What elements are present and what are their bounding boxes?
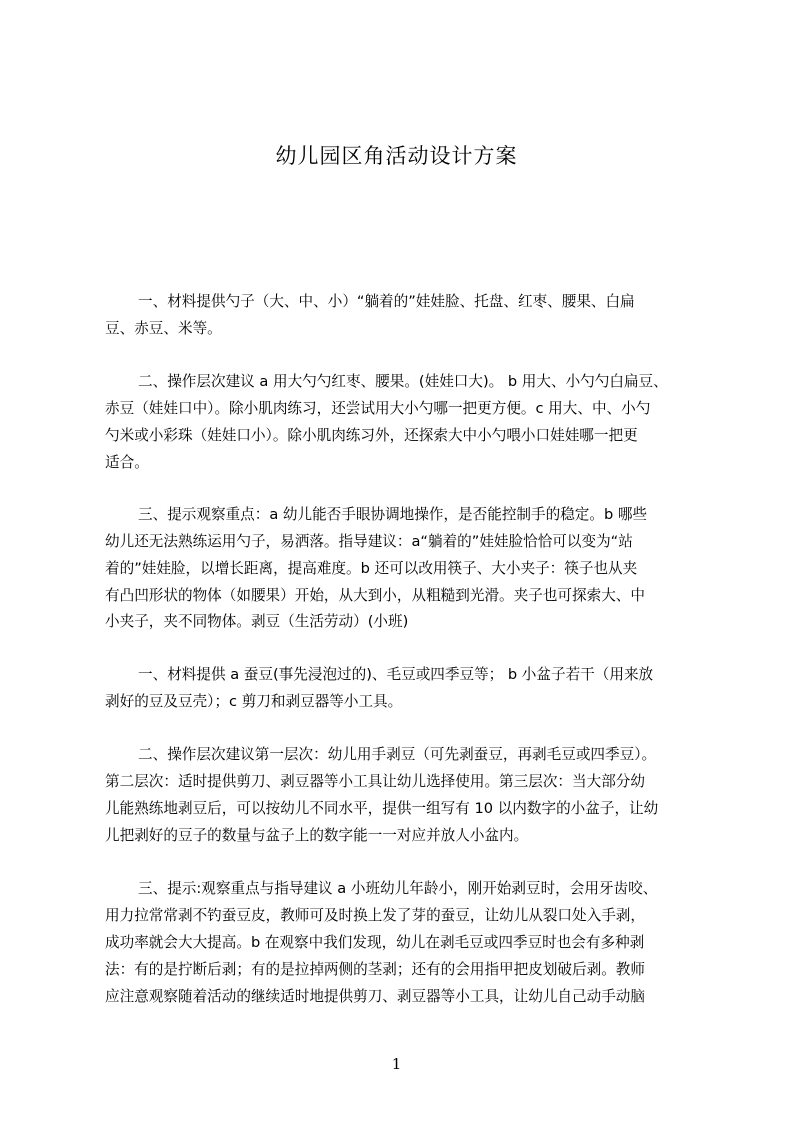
text-line bbox=[0, 369, 793, 395]
line-text: 勺米或小彩珠（娃娃口小）。除小肌肉练习外，还探索大中小勺喂小口娃娃哪一把更 bbox=[105, 427, 638, 444]
line-text: 应注意观察随着活动的继续适时地提供剪刀、剥豆器等小工具，让幼儿自己动手动脑 bbox=[105, 988, 645, 1005]
line-text: 成功率就会大大提高。b 在观察中我们发现，幼儿在剥毛豆或四季豆时也会有多种剥 bbox=[105, 934, 645, 951]
line-text: 儿把剥好的豆子的数量与盆子上的数字能一一对应并放人小盆内。 bbox=[105, 827, 529, 844]
line-text: 三、提示:观察重点与指导建议 a 小班幼儿年龄小，刚开始剥豆时，会用牙齿咬、 bbox=[138, 880, 658, 897]
page-number: 1 bbox=[391, 1055, 402, 1073]
text-line bbox=[0, 502, 793, 528]
line-text: 一、材料提供 a 蚕豆(事先浸泡过的)、毛豆或四季豆等； b 小盆子若干（用来放 bbox=[138, 666, 654, 683]
line-text: 有凸凹形状的物体（如腰果）开始，从大到小，从粗糙到光滑。夹子也可探索大、中 bbox=[105, 587, 645, 604]
text-line bbox=[0, 423, 793, 449]
line-text: 二、操作层次建议第一层次：幼儿用手剥豆（可先剥蚕豆，再剥毛豆或四季豆）。 bbox=[138, 746, 657, 763]
text-line bbox=[0, 742, 793, 768]
line-text: 三、提示观察重点：a 幼儿能否手眼协调地操作，是否能控制手的稳定。b 哪些 bbox=[138, 506, 648, 523]
line-text: 一、材料提供勺子（大、中、小）“躺着的”娃娃脸、托盘、红枣、腰果、白扁 bbox=[138, 293, 635, 310]
line-text: 适合。 bbox=[105, 454, 149, 471]
line-text: 第二层次：适时提供剪刀、剥豆器等小工具让幼儿选择使用。第三层次：当大部分幼 bbox=[105, 773, 645, 790]
text-line bbox=[0, 583, 793, 609]
text-line bbox=[0, 769, 793, 795]
text-line bbox=[0, 903, 793, 929]
text-line bbox=[0, 609, 793, 635]
line-text: 二、操作层次建议 a 用大勺勺红枣、腰果。(娃娃口大)。 b 用大、小勺勺白扁豆、 bbox=[138, 373, 668, 390]
text-line bbox=[0, 876, 793, 902]
line-text: 着的”娃娃脸，以增长距离，提高难度。b 还可以改用筷子、大小夹子：筷子也从夹 bbox=[105, 560, 638, 577]
text-line bbox=[0, 930, 793, 956]
line-text: 剥好的豆及豆壳）；c 剪刀和剥豆器等小工具。 bbox=[105, 693, 403, 710]
line-text: 小夹子，夹不同物体。剥豆（生活劳动）(小班) bbox=[105, 613, 409, 630]
text-line bbox=[0, 796, 793, 822]
text-line bbox=[0, 689, 793, 715]
line-text: 赤豆（娃娃口中）。除小肌肉练习，还尝试用大小勺哪一把更方便。c 用大、中、小勺 bbox=[105, 400, 651, 417]
text-line bbox=[0, 957, 793, 983]
line-text: 儿能熟练地剥豆后，可以按幼儿不同水平，提供一组写有 10 以内数字的小盆子，让幼 bbox=[105, 800, 659, 817]
text-line bbox=[0, 662, 793, 688]
text-line bbox=[0, 984, 793, 1010]
text-line bbox=[0, 556, 793, 582]
line-text: 幼儿还无法熟练运用勺子，易洒落。指导建议：a“躺着的”娃娃脸恰恰可以变为“站 bbox=[105, 533, 633, 550]
text-line bbox=[0, 396, 793, 422]
text-line bbox=[0, 289, 793, 315]
text-line bbox=[0, 529, 793, 555]
line-text: 用力拉常常剥不钓蚕豆皮，教师可及时换上发了芽的蚕豆，让幼儿从裂口处入手剥， bbox=[105, 907, 645, 924]
line-text: 豆、赤豆、米等。 bbox=[105, 320, 222, 337]
document-title: 幼儿园区角活动设计方案 bbox=[275, 144, 518, 168]
text-line bbox=[0, 316, 793, 342]
line-text: 法：有的是拧断后剥；有的是拉掉两侧的茎剥；还有的会用指甲把皮划破后剥。教师 bbox=[105, 961, 645, 978]
text-line bbox=[0, 450, 793, 476]
text-line bbox=[0, 823, 793, 849]
